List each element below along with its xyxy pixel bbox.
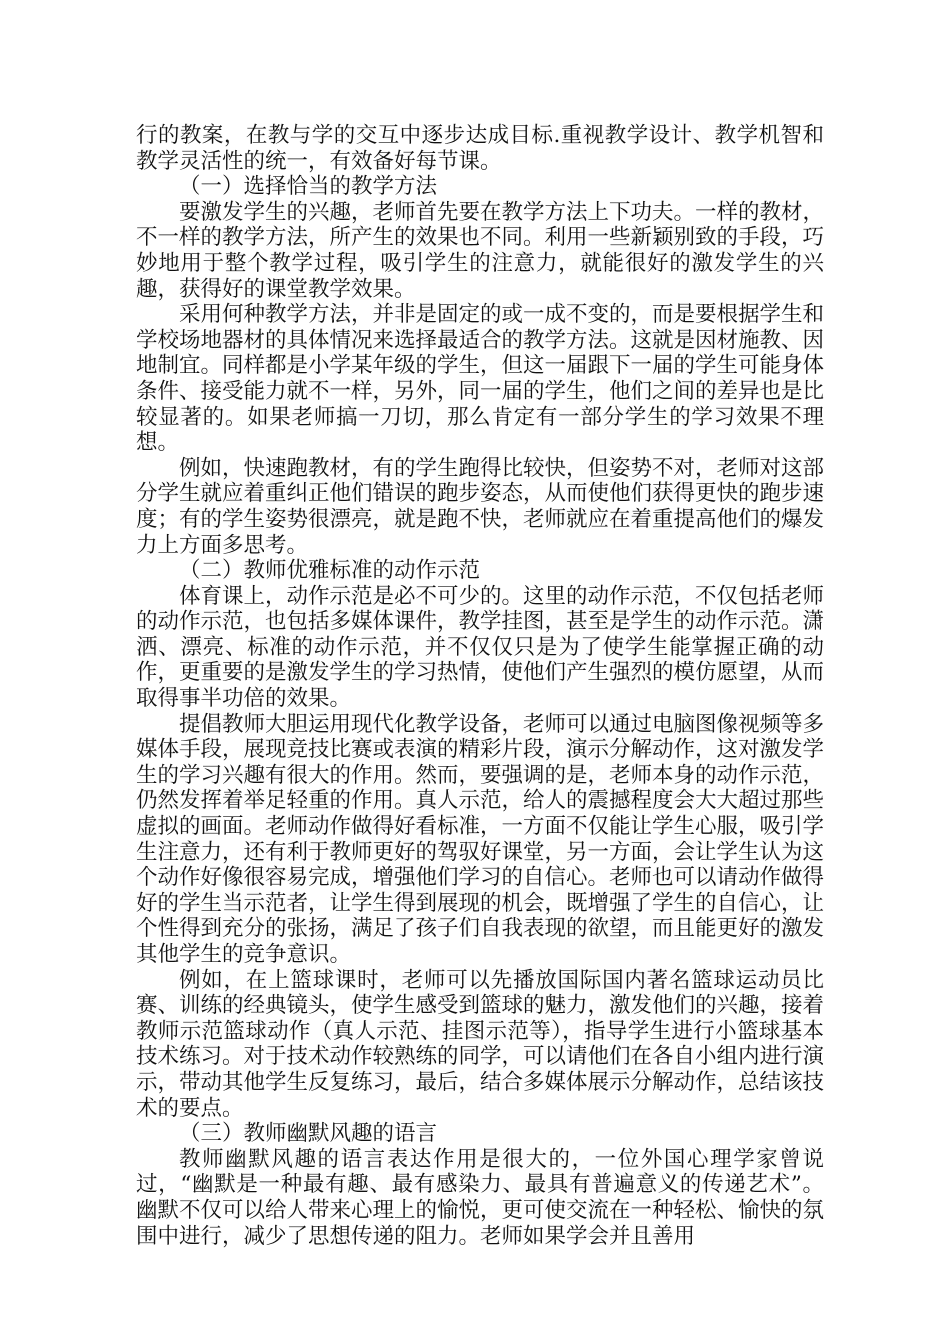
paragraph: 体育课上，动作示范是必不可少的。这里的动作示范，不仅包括老师的动作示范，也包括多媒体课件，教学挂图，甚至是学生的动作示范。潇洒、漂亮、标准的动作示范，并不仅仅只是为了使学生能掌握正确的动作，更重要的是激发学生的学习热情，使他们产生强烈的模仿愿望，从而取得事半功倍的效果。 [136, 583, 825, 712]
paragraph: 采用何种教学方法，并非是固定的或一成不变的，而是要根据学生和学校场地器材的具体情况来选择最适合的教学方法。这就是因材施教、因地制宜。同样都是小学某年级的学生，但这一届跟下一届的学生可能身体条件、接受能力就不一样，另外，同一届的学生，他们之间的差异也是比较显著的。如果老师搞一刀切，那么肯定有一部分学生的学习效果不理想。 [136, 302, 825, 456]
paragraph: 例如，快速跑教材，有的学生跑得比较快，但姿势不对，老师对这部分学生就应着重纠正他们错误的跑步姿态，从而使他们获得更快的跑步速度；有的学生姿势很漂亮，就是跑不快，老师就应在着重提高他们的爆发力上方面多思考。 [136, 455, 825, 558]
section-heading-1: （一）选择恰当的教学方法 [179, 174, 438, 200]
paragraph-continuation: 行的教案，在教与学的交互中逐步达成目标.重视教学设计、教学机智和教学灵活性的统一，有效备好每节课。 [136, 123, 824, 174]
paragraph: 教师幽默风趣的语言表达作用是很大的，一位外国心理学家曾说过，“幽默是一种最有趣、最有感染力、最具有普遍意义的传递艺术”。幽默不仅可以给人带来心理上的愉悦，更可使交流在一种轻松、愉快的氛围中进行，减少了思想传递的阻力。老师如果学会并且善用 [136, 1146, 825, 1249]
section-heading-3: （三）教师幽默风趣的语言 [179, 1121, 438, 1147]
paragraph: 要激发学生的兴趣，老师首先要在教学方法上下功夫。一样的教材，不一样的教学方法，所产生的效果也不同。利用一些新颖别致的手段，巧妙地用于整个教学过程，吸引学生的注意力，就能很好的激发学生的兴趣，获得好的课堂教学效果。 [136, 199, 825, 302]
document-page [136, 123, 824, 1249]
paragraph: 例如，在上篮球课时，老师可以先播放国际国内著名篮球运动员比赛、训练的经典镜头，使学生感受到篮球的魅力，激发他们的兴趣，接着教师示范篮球动作（真人示范、挂图示范等），指导学生进行小篮球基本技术练习。对于技术动作较熟练的同学，可以请他们在各自小组内进行演示，带动其他学生反复练习，最后，结合多媒体展示分解动作，总结该技术的要点。 [136, 967, 825, 1121]
section-heading-2: （二）教师优雅标准的动作示范 [179, 558, 481, 584]
paragraph: 提倡教师大胆运用现代化教学设备，老师可以通过电脑图像视频等多媒体手段，展现竞技比赛或表演的精彩片段，演示分解动作，这对激发学生的学习兴趣有很大的作用。然而，要强调的是，老师本身的动作示范，仍然发挥着举足轻重的作用。真人示范，给人的震撼程度会大大超过那些虚拟的画面。老师动作做得好看标准，一方面不仅能让学生心服，吸引学生注意力，还有利于教师更好的驾驭好课堂，另一方面，会让学生认为这个动作好像很容易完成，增强他们学习的自信心。老师也可以请动作做得好的学生当示范者，让学生得到展现的机会，既增强了学生的自信心，让个性得到充分的张扬，满足了孩子们自我表现的欲望，而且能更好的激发其他学生的竞争意识。 [136, 711, 825, 967]
